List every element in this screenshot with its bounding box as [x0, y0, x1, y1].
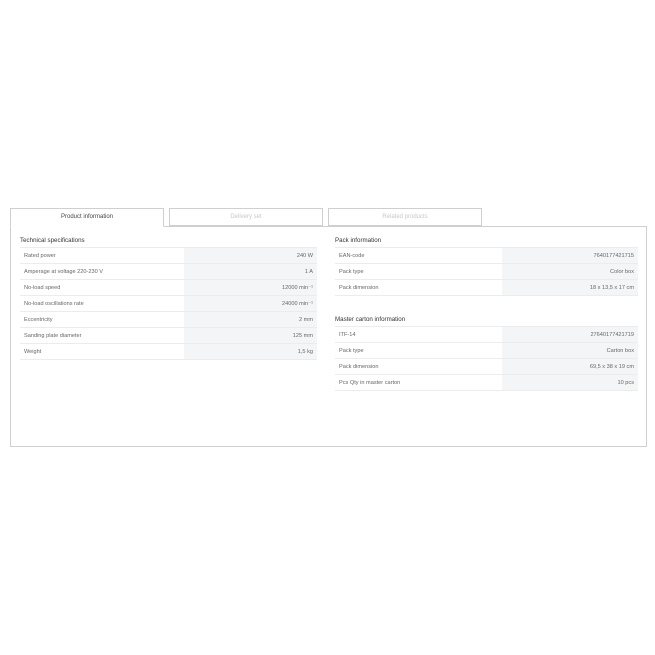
spec-row	[20, 296, 317, 312]
spec-value: 24000 min⁻¹	[184, 296, 317, 312]
spec-row	[335, 343, 638, 359]
spec-value: Color box	[502, 264, 638, 280]
spec-key: Pcs Qty in master carton	[335, 375, 502, 391]
spec-row	[20, 280, 317, 296]
spec-value: 10 pcs	[502, 375, 638, 391]
spec-value: 12000 min⁻¹	[184, 280, 317, 296]
pack-information-title: Pack information	[335, 237, 382, 244]
spec-key: Sanding plate diameter	[20, 328, 184, 344]
tab-delivery-set[interactable]: Delivery set	[169, 208, 323, 226]
spec-row	[20, 264, 317, 280]
spec-key: EAN-code	[335, 248, 502, 264]
spec-key: Pack type	[335, 343, 502, 359]
tab-related-products[interactable]: Related products	[328, 208, 482, 226]
spec-key: Amperage at voltage 220-230 V	[20, 264, 184, 280]
spec-key: Weight	[20, 344, 184, 360]
spec-value: 18 x 13,5 x 17 cm	[502, 280, 638, 296]
spec-row	[20, 328, 317, 344]
spec-row	[335, 280, 638, 296]
spec-key: Eccentricity	[20, 312, 184, 328]
product-information-panel	[10, 226, 647, 447]
spec-row	[335, 264, 638, 280]
spec-row	[20, 344, 317, 360]
spec-key: Pack dimension	[335, 280, 502, 296]
spec-value: 240 W	[184, 248, 317, 264]
spec-value: 2 mm	[184, 312, 317, 328]
spec-value: Carton box	[502, 343, 638, 359]
spec-key: No-load oscillations rate	[20, 296, 184, 312]
spec-row	[335, 327, 638, 343]
technical-specifications-table	[20, 247, 317, 360]
spec-key: Pack type	[335, 264, 502, 280]
pack-information-table	[335, 247, 638, 296]
technical-specifications-title: Technical specifications	[20, 237, 85, 244]
spec-key: Rated power	[20, 248, 184, 264]
spec-row	[20, 248, 317, 264]
tab-product-information[interactable]: Product information	[10, 208, 164, 227]
spec-row	[335, 248, 638, 264]
spec-row	[20, 312, 317, 328]
spec-value: 69,5 x 38 x 19 cm	[502, 359, 638, 375]
master-carton-table	[335, 326, 638, 391]
spec-value: 125 mm	[184, 328, 317, 344]
spec-value: 1,5 kg	[184, 344, 317, 360]
spec-value: 7640177421715	[502, 248, 638, 264]
spec-row	[335, 359, 638, 375]
master-carton-title: Master carton information	[335, 316, 406, 323]
spec-value: 1 A	[184, 264, 317, 280]
spec-value: 27640177421719	[502, 327, 638, 343]
spec-key: Pack dimension	[335, 359, 502, 375]
spec-row	[335, 375, 638, 391]
spec-key: No-load speed	[20, 280, 184, 296]
spec-key: ITF-14	[335, 327, 502, 343]
